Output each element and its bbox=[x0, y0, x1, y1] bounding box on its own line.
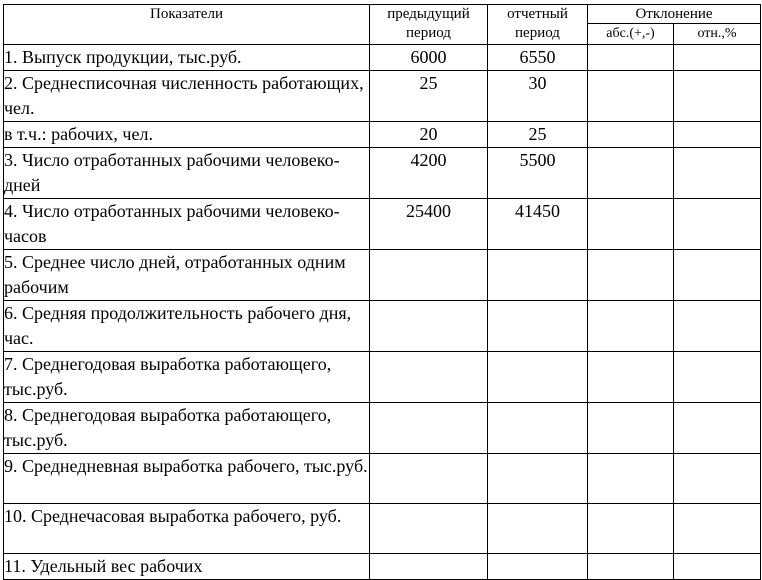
row-abs-deviation bbox=[588, 504, 674, 554]
row-indicator-name: 5. Среднее число дней, отработанных одним рабочим bbox=[4, 250, 370, 301]
table-row bbox=[4, 454, 761, 504]
current-period-header bbox=[488, 5, 588, 45]
row-current-value bbox=[488, 554, 588, 580]
table-row bbox=[4, 122, 761, 148]
row-current-value: 30 bbox=[488, 71, 588, 122]
row-previous-value bbox=[370, 554, 488, 580]
previous-period-header-line2: период bbox=[406, 25, 451, 41]
row-abs-deviation bbox=[588, 250, 674, 301]
table-row bbox=[4, 301, 761, 352]
row-abs-deviation bbox=[588, 71, 674, 122]
row-indicator-name: 1. Выпуск продукции, тыс.руб. bbox=[4, 45, 370, 71]
row-abs-deviation bbox=[588, 122, 674, 148]
row-previous-value: 25400 bbox=[370, 199, 488, 250]
row-indicator-name: 10. Среднечасовая выработка рабочего, руб. bbox=[4, 504, 370, 554]
relative-deviation-header: отн.,% bbox=[674, 24, 761, 45]
deviation-header-label: Отклонение bbox=[635, 6, 713, 22]
indicators-header bbox=[4, 5, 370, 45]
row-rel-deviation bbox=[674, 250, 761, 301]
row-rel-deviation bbox=[674, 148, 761, 199]
clipped-caption-strip bbox=[0, 0, 762, 3]
row-indicator-name: 11. Удельный вес рабочих bbox=[4, 554, 370, 580]
table-row bbox=[4, 45, 761, 71]
table-row bbox=[4, 250, 761, 301]
row-current-value bbox=[488, 403, 588, 454]
row-current-value bbox=[488, 301, 588, 352]
row-abs-deviation bbox=[588, 554, 674, 580]
table-row bbox=[4, 148, 761, 199]
row-previous-value bbox=[370, 504, 488, 554]
table-row bbox=[4, 403, 761, 454]
row-rel-deviation bbox=[674, 454, 761, 504]
table-row bbox=[4, 352, 761, 403]
table-row bbox=[4, 554, 761, 580]
row-rel-deviation bbox=[674, 122, 761, 148]
header-row-top bbox=[4, 5, 761, 24]
row-indicator-name: 6. Средняя продолжительность рабочего дня, час. bbox=[4, 301, 370, 352]
row-previous-value: 4200 bbox=[370, 148, 488, 199]
current-period-header-line2: период bbox=[515, 25, 560, 41]
indicators-table bbox=[3, 4, 761, 580]
row-current-value: 25 bbox=[488, 122, 588, 148]
deviation-header bbox=[588, 5, 761, 24]
row-current-value bbox=[488, 250, 588, 301]
row-rel-deviation bbox=[674, 45, 761, 71]
row-current-value bbox=[488, 352, 588, 403]
row-rel-deviation bbox=[674, 71, 761, 122]
row-previous-value bbox=[370, 454, 488, 504]
row-previous-value: 25 bbox=[370, 71, 488, 122]
row-previous-value bbox=[370, 301, 488, 352]
row-previous-value: 20 bbox=[370, 122, 488, 148]
table-row bbox=[4, 71, 761, 122]
row-abs-deviation bbox=[588, 454, 674, 504]
current-period-header-line1: отчетный bbox=[507, 6, 568, 22]
row-abs-deviation bbox=[588, 352, 674, 403]
row-rel-deviation bbox=[674, 403, 761, 454]
row-indicator-name: 9. Среднедневная выработка рабочего, тыс.руб. bbox=[4, 454, 370, 504]
indicators-header-label: Показатели bbox=[150, 6, 223, 22]
row-rel-deviation bbox=[674, 301, 761, 352]
row-indicator-name: 8. Среднегодовая выработка работающего, тыс.руб. bbox=[4, 403, 370, 454]
row-rel-deviation bbox=[674, 504, 761, 554]
table-row bbox=[4, 199, 761, 250]
row-current-value: 41450 bbox=[488, 199, 588, 250]
row-indicator-name: в т.ч.: рабочих, чел. bbox=[4, 122, 370, 148]
row-previous-value bbox=[370, 403, 488, 454]
row-current-value bbox=[488, 454, 588, 504]
row-indicator-name: 3. Число отработанных рабочими человеко-дней bbox=[4, 148, 370, 199]
row-indicator-name: 7. Среднегодовая выработка работающего, тыс.руб. bbox=[4, 352, 370, 403]
row-previous-value bbox=[370, 250, 488, 301]
row-abs-deviation bbox=[588, 199, 674, 250]
row-rel-deviation bbox=[674, 554, 761, 580]
row-previous-value bbox=[370, 352, 488, 403]
row-abs-deviation bbox=[588, 148, 674, 199]
previous-period-header-line1: предыдущий bbox=[387, 6, 470, 22]
row-current-value bbox=[488, 504, 588, 554]
absolute-deviation-header: абс.(+,-) bbox=[588, 24, 674, 45]
row-indicator-name: 4. Число отработанных рабочими человеко-часов bbox=[4, 199, 370, 250]
row-previous-value: 6000 bbox=[370, 45, 488, 71]
row-abs-deviation bbox=[588, 301, 674, 352]
table-row bbox=[4, 504, 761, 554]
row-current-value: 5500 bbox=[488, 148, 588, 199]
row-rel-deviation bbox=[674, 352, 761, 403]
row-abs-deviation bbox=[588, 403, 674, 454]
previous-period-header bbox=[370, 5, 488, 45]
row-indicator-name: 2. Среднесписочная численность работающих, чел. bbox=[4, 71, 370, 122]
row-abs-deviation bbox=[588, 45, 674, 71]
row-current-value: 6550 bbox=[488, 45, 588, 71]
row-rel-deviation bbox=[674, 199, 761, 250]
